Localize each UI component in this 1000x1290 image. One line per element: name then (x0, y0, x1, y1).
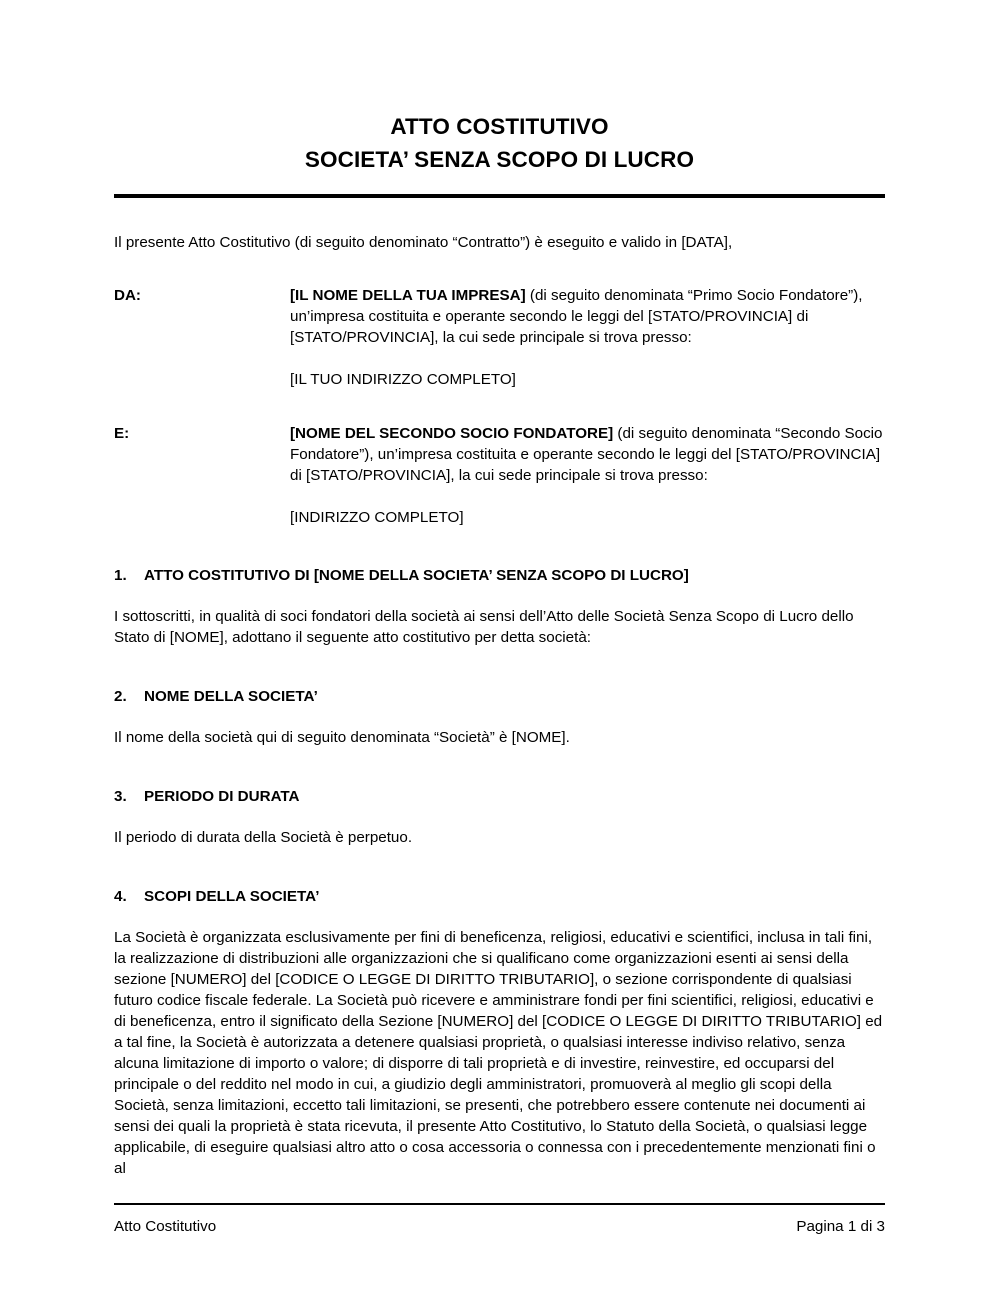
section-4 (114, 886, 885, 1179)
page-title-line-1: ATTO COSTITUTIVO (390, 114, 609, 139)
title-divider (114, 194, 885, 198)
footer-divider (114, 1203, 885, 1205)
party-body-second (290, 423, 885, 528)
section-1-heading (114, 565, 885, 586)
party-address-first: [IL TUO INDIRIZZO COMPLETO] (290, 371, 516, 388)
footer-row (114, 1217, 885, 1237)
section-3-body: Il periodo di durata della Società è perpetuo. (114, 829, 413, 846)
party-name-second: [NOME DEL SECONDO SOCIO FONDATORE] (290, 425, 614, 442)
section-4-body: La Società è organizzata esclusivamente per fini di beneficenza, religiosi, educativi e scientifici, inclusa in tali fini, la realizzazione di distribuzioni alle organizzazioni che si qualificano come organizzazioni esenti ai sensi della sezione [NUMERO] del [CODICE O LEGGE DI DIRITTO TRIBUTARIO], o sezione corrispondente di qualsiasi futuro codice fiscale federale. La Società può ricevere e amministrare fondi per fini scientifici, religiosi, educativi e di beneficenza, entro il significato della Sezione [NUMERO] del [CODICE O LEGGE DI DIRITTO TRIBUTARIO] ed a tal fine, la Società è autorizzata a detenere qualsiasi proprietà, o qualsiasi interesse indiviso relativo, senza alcuna limitazione di importo o valore; di disporre di tali proprietà e di investire, reinvestire, ed occuparsi del principale o del reddito nel modo in cui, a giudizio degli amministratori, promuoverà al meglio gli scopi della Società, senza limitazioni, eccetto tali limitazioni, se presenti, che potrebbero essere contenute nei documenti ai sensi dei quali la proprietà è stata ricevuta, il presente Atto Costitutivo, lo Statuto della Società, o qualsiasi legge applicabile, di eseguire qualsiasi altro atto o cosa accessoria o connessa con i precedentemente menzionati fini o al (114, 929, 883, 1177)
document-content (114, 0, 885, 1179)
section-3-title: PERIODO DI DURATA (144, 788, 300, 805)
section-4-number: 4. (114, 888, 127, 905)
party-block-first (114, 285, 885, 390)
section-2-heading (114, 686, 885, 707)
party-label-first: DA: (114, 287, 141, 304)
party-body-first (290, 285, 885, 390)
page-title-line-2: SOCIETA’ SENZA SCOPO DI LUCRO (304, 147, 695, 172)
party-address-second: [INDIRIZZO COMPLETO] (290, 509, 464, 526)
party-name-first: [IL NOME DELLA TUA IMPRESA] (290, 287, 526, 304)
page-title (114, 0, 885, 176)
section-2-title: NOME DELLA SOCIETA’ (144, 688, 318, 705)
section-3-number: 3. (114, 788, 127, 805)
section-2 (114, 686, 885, 748)
party-block-second (114, 423, 885, 528)
section-1 (114, 565, 885, 648)
intro-paragraph: Il presente Atto Costitutivo (di seguito denominato “Contratto”) è eseguito e valido in [DATA], (114, 234, 733, 251)
section-1-title: ATTO COSTITUTIVO DI [NOME DELLA SOCIETA’ SENZA SCOPO DI LUCRO] (144, 567, 689, 584)
section-3 (114, 786, 885, 848)
section-3-heading (114, 786, 885, 807)
section-2-body: Il nome della società qui di seguito denominata “Società” è [NOME]. (114, 729, 570, 746)
page-footer (114, 1203, 885, 1237)
party-description-first: (di seguito denominata “Primo Socio Fondatore”), un’impresa costituita e operante secondo le leggi del [STATO/PROVINCIA] di [STATO/PROVINCIA], la cui sede principale si trova presso: (290, 287, 863, 346)
section-1-body: I sottoscritti, in qualità di soci fondatori della società ai sensi dell’Atto delle Società Senza Scopo di Lucro dello Stato di [NOME], adottano il seguente atto costitutivo per detta società: (114, 608, 854, 646)
footer-page-number: Pagina 1 di 3 (796, 1218, 885, 1235)
section-2-number: 2. (114, 688, 127, 705)
section-1-number: 1. (114, 567, 127, 584)
section-4-heading (114, 886, 885, 907)
party-description-second: (di seguito denominata “Secondo Socio Fondatore”), un’impresa costituita e operante secondo le leggi del [STATO/PROVINCIA] di [STATO/PROVINCIA], la cui sede principale si trova presso: (290, 425, 883, 484)
section-4-title: SCOPI DELLA SOCIETA’ (144, 888, 320, 905)
party-label-second: E: (114, 425, 130, 442)
footer-document-name: Atto Costitutivo (114, 1218, 217, 1235)
